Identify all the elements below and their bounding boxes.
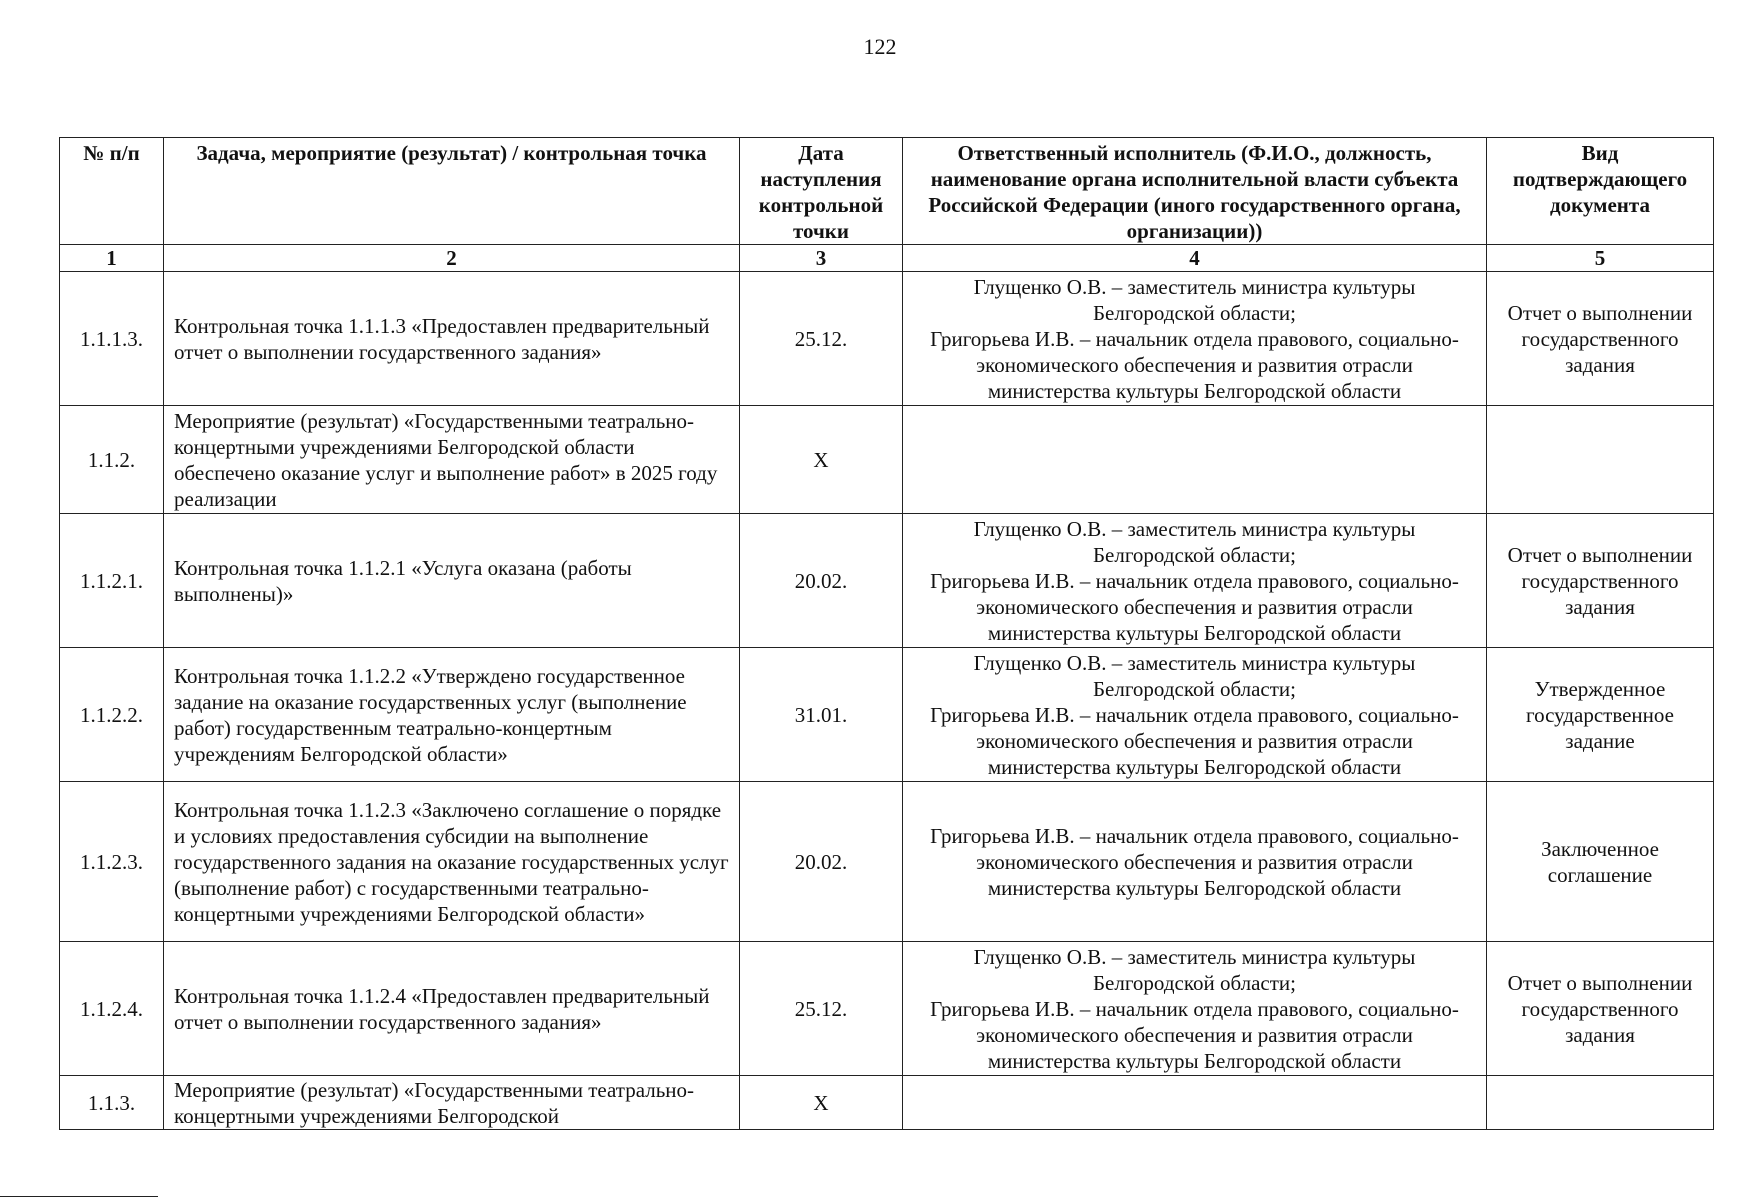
footnote-divider (0, 1196, 158, 1197)
header-date: Дата наступления контрольной точки (740, 138, 903, 245)
row-document: Утвержденное государственное задание (1487, 648, 1714, 782)
column-number: 5 (1487, 245, 1714, 272)
row-responsible (903, 406, 1487, 514)
row-document (1487, 406, 1714, 514)
row-number: 1.1.2.2. (60, 648, 164, 782)
row-task: Контрольная точка 1.1.2.4 «Предоставлен предварительный отчет о выполнении государственного задания» (164, 942, 740, 1076)
table-row (60, 942, 1714, 1076)
responsible-person: Григорьева И.В. – начальник отдела правового, социально-экономического обеспечения и развития отрасли министерства культуры Белгородской области (930, 568, 1459, 645)
row-responsible (903, 514, 1487, 648)
row-task: Мероприятие (результат) «Государственными театрально-концертными учреждениями Белгородской (164, 1076, 740, 1130)
row-responsible (903, 782, 1487, 942)
table-row (60, 272, 1714, 406)
page-number: 122 (863, 34, 897, 59)
row-date: X (740, 1076, 903, 1130)
row-date: X (740, 406, 903, 514)
row-document: Заключенное соглашение (1487, 782, 1714, 942)
responsible-person: Глущенко О.В. – заместитель министра культуры Белгородской области; (973, 944, 1416, 995)
row-document: Отчет о выполнении государственного задания (1487, 272, 1714, 406)
row-date: 31.01. (740, 648, 903, 782)
header-number: № п/п (60, 138, 164, 245)
row-number: 1.1.2.4. (60, 942, 164, 1076)
table-row (60, 514, 1714, 648)
responsible-person: Глущенко О.В. – заместитель министра культуры Белгородской области; (973, 650, 1416, 701)
table-header-row (60, 138, 1714, 245)
responsible-person: Григорьева И.В. – начальник отдела правового, социально-экономического обеспечения и развития отрасли министерства культуры Белгородской области (930, 702, 1459, 779)
table-row (60, 406, 1714, 514)
row-task: Контрольная точка 1.1.2.3 «Заключено соглашение о порядке и условиях предоставления субсидии на выполнение государственного задания на оказание государственных услуг (выполнение работ) с государственными театрально-концертными учреждениями Белгородской области» (164, 782, 740, 942)
responsible-person: Григорьева И.В. – начальник отдела правового, социально-экономического обеспечения и развития отрасли министерства культуры Белгородской области (930, 823, 1459, 900)
row-task: Мероприятие (результат) «Государственными театрально-концертными учреждениями Белгородской области обеспечено оказание услуг и выполнение работ» в 2025 году реализации (164, 406, 740, 514)
header-responsible: Ответственный исполнитель (Ф.И.О., должность, наименование органа исполнительной власти субъекта Российской Федерации (иного государственного органа, организации)) (903, 138, 1487, 245)
row-responsible (903, 272, 1487, 406)
responsible-person: Глущенко О.В. – заместитель министра культуры Белгородской области; (973, 516, 1416, 567)
row-responsible (903, 1076, 1487, 1130)
column-number: 3 (740, 245, 903, 272)
row-task: Контрольная точка 1.1.2.2 «Утверждено государственное задание на оказание государственных услуг (выполнение работ) государственным театрально-концертным учреждениям Белгородской области» (164, 648, 740, 782)
header-task: Задача, мероприятие (результат) / контрольная точка (164, 138, 740, 245)
column-number-row (60, 245, 1714, 272)
header-document: Вид подтверждающего документа (1487, 138, 1714, 245)
row-document (1487, 1076, 1714, 1130)
table-row (60, 782, 1714, 942)
row-document: Отчет о выполнении государственного задания (1487, 942, 1714, 1076)
row-date: 20.02. (740, 514, 903, 648)
responsible-person: Григорьева И.В. – начальник отдела правового, социально-экономического обеспечения и развития отрасли министерства культуры Белгородской области (930, 326, 1459, 403)
row-date: 25.12. (740, 942, 903, 1076)
row-number: 1.1.2.1. (60, 514, 164, 648)
control-points-table (59, 137, 1714, 1130)
table-row (60, 648, 1714, 782)
table-row (60, 1076, 1714, 1130)
row-task: Контрольная точка 1.1.1.3 «Предоставлен предварительный отчет о выполнении государственного задания» (164, 272, 740, 406)
column-number: 4 (903, 245, 1487, 272)
row-task: Контрольная точка 1.1.2.1 «Услуга оказана (работы выполнены)» (164, 514, 740, 648)
responsible-person: Григорьева И.В. – начальник отдела правового, социально-экономического обеспечения и развития отрасли министерства культуры Белгородской области (930, 996, 1459, 1073)
row-number: 1.1.1.3. (60, 272, 164, 406)
row-number: 1.1.2. (60, 406, 164, 514)
row-responsible (903, 648, 1487, 782)
row-responsible (903, 942, 1487, 1076)
row-date: 20.02. (740, 782, 903, 942)
row-number: 1.1.3. (60, 1076, 164, 1130)
row-document: Отчет о выполнении государственного задания (1487, 514, 1714, 648)
column-number: 1 (60, 245, 164, 272)
row-date: 25.12. (740, 272, 903, 406)
responsible-person: Глущенко О.В. – заместитель министра культуры Белгородской области; (973, 274, 1416, 325)
row-number: 1.1.2.3. (60, 782, 164, 942)
column-number: 2 (164, 245, 740, 272)
